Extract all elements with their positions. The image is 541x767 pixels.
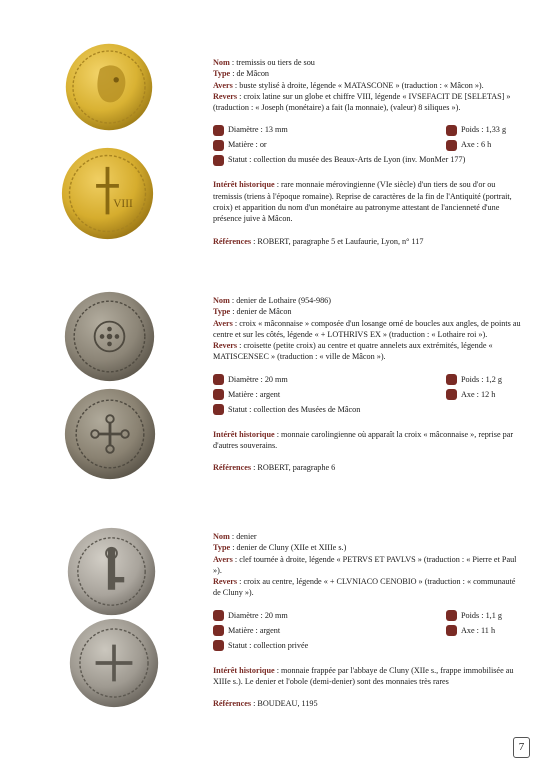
coin-lothaire-reverse [63, 387, 157, 481]
diameter-row: Diamètre : 13 mm [213, 124, 288, 135]
coin-cluny-obverse [66, 526, 157, 617]
coin-gold-reverse [60, 146, 155, 241]
field-references: Références : ROBERT, paragraphe 6 [213, 463, 336, 473]
clock-icon [446, 625, 457, 636]
collection-icon [213, 404, 224, 415]
clock-icon [446, 389, 457, 400]
metadata-grid [213, 124, 525, 168]
svg-text:VIII: VIII [113, 197, 133, 210]
material-row: Matière : argent [213, 389, 280, 400]
field-nom: Nom : tremissis ou tiers de sou [213, 58, 315, 67]
field-references: Références : ROBERT, paragraphe 5 et Laufaurie, Lyon, n° 117 [213, 236, 424, 246]
material-icon [213, 140, 224, 151]
material-row: Matière : or [213, 139, 267, 150]
axis-row: Axe : 6 h [446, 139, 491, 150]
weight-row: Poids : 1,33 g [446, 124, 506, 135]
field-nom: Nom : denier de Lothaire (954-986) [213, 296, 332, 305]
field-avers: Avers : clef tournée à droite, légende « PETRVS ET PAVLVS » (traduction : « Pierre et Paul »). [213, 554, 517, 575]
field-references: Références : BOUDEAU, 1195 [213, 699, 318, 709]
axis-row: Axe : 12 h [446, 389, 495, 400]
material-icon [213, 625, 224, 636]
field-interet: Intérêt historique : monnaie carolingienne où apparaît la croix « mâconnaise », reprise par d'autres souverains. [213, 429, 514, 451]
collection-icon [213, 640, 224, 651]
coin-gold-obverse [64, 42, 154, 132]
field-type: Type : denier de Mâcon [213, 307, 292, 317]
collection-icon [213, 155, 224, 166]
field-revers: Revers : croix au centre, légende « + CLVNIACO CENOBIO » (traduction : « communauté de Cluny »). [213, 577, 516, 598]
field-revers: Revers : croix latine sur un globe et chiffre VIII, légende « IVSEFACIT DE [SELETAS] » (traduction : « Joseph (monétaire) a fait (la monnaie), (valeur) 8 siliques »). [213, 91, 511, 113]
field-type: Type : de Mâcon [213, 69, 270, 79]
ruler-icon [213, 374, 224, 385]
field-revers: Revers : croisette (petite croix) au centre et quatre annelets aux extrémités, légende « MATISCENSEC » (traduction : « ville de Mâcon »). [213, 341, 493, 362]
coin-cluny-reverse [68, 617, 160, 709]
diameter-row: Diamètre : 20 mm [213, 610, 288, 621]
weight-row: Poids : 1,2 g [446, 374, 502, 385]
status-row: Statut : collection des Musées de Mâcon [213, 404, 360, 415]
status-row: Statut : collection privée [213, 640, 308, 651]
metadata-grid [213, 374, 525, 418]
field-interet: Intérêt historique : rare monnaie mérovingienne (VIe siècle) d'un tiers de sou d'or ou tremissis (triens à l'époque romaine). Reprise de caractères de la fin de l'Antiquité (portrait, croix) et apparition du nom d'un monétaire au patronyme attestant de l'ancienneté d'une présence juive à Mâcon. [213, 180, 512, 224]
field-avers: Avers : croix « mâconnaise » composée d'un losange orné de boucles aux angles, de points au centre et sur les côtés, légende « + LOTHRIVS EX » (traduction : « Lothaire roi »). [213, 318, 521, 339]
status-row: Statut : collection du musée des Beaux-Arts de Lyon (inv. MonMer 177) [213, 154, 465, 165]
clock-icon [446, 140, 457, 151]
coin-entry-1 [213, 57, 525, 247]
diameter-row: Diamètre : 20 mm [213, 374, 288, 385]
metadata-grid [213, 610, 525, 654]
weight-row: Poids : 1,1 g [446, 610, 502, 621]
coin-entry-3 [213, 531, 525, 710]
field-avers: Avers : buste stylisé à droite, légende « MATASCONE » (traduction : « Mâcon »). [213, 80, 484, 90]
material-icon [213, 389, 224, 400]
weight-icon [446, 125, 457, 136]
weight-icon [446, 610, 457, 621]
axis-row: Axe : 11 h [446, 625, 495, 636]
ruler-icon [213, 610, 224, 621]
coin-lothaire-obverse [63, 290, 156, 383]
page-number: 7 [513, 737, 530, 758]
weight-icon [446, 374, 457, 385]
coin-entry-2 [213, 295, 525, 474]
ruler-icon [213, 125, 224, 136]
field-interet: Intérêt historique : monnaie frappée par l'abbaye de Cluny (XIIe s., frappe immobilisée au XIIIe s.). Le denier et l'obole (demi-denier) sont des monnaies très rares [213, 665, 514, 687]
field-nom: Nom : denier [213, 532, 257, 541]
field-type: Type : denier de Cluny (XIIe et XIIIe s.) [213, 543, 347, 553]
material-row: Matière : argent [213, 625, 280, 636]
